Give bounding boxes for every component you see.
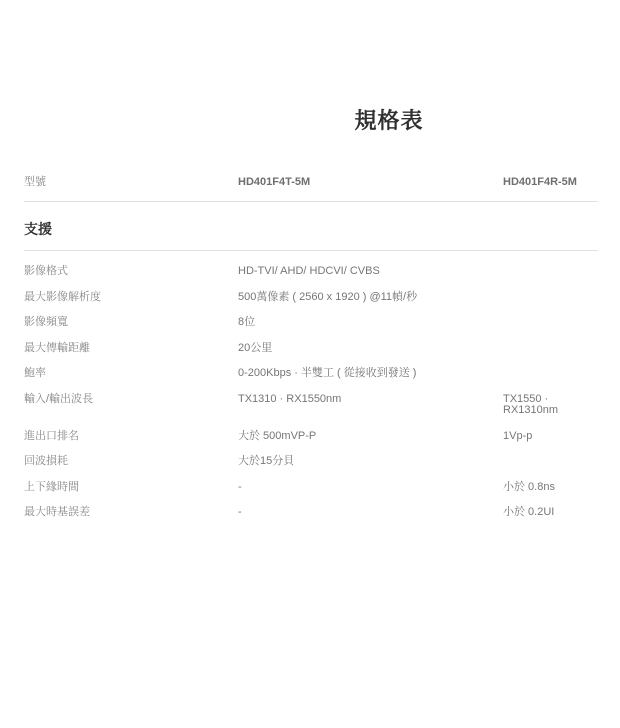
table-row — [24, 310, 598, 336]
row-value-transmitter: 500萬像素 ( 2560 x 1920 ) @11幀/秒 — [238, 290, 418, 303]
row-value-receiver: 小於 0.8ns — [503, 480, 555, 493]
row-value-transmitter: 大於15分貝 — [238, 455, 295, 467]
row-value-transmitter: 0-200Kbps · 半雙工 ( 從接收到發送 ) — [238, 367, 417, 379]
row-label: 輸入/輸出波長 — [24, 392, 94, 405]
table-row — [24, 475, 598, 501]
table-row — [24, 424, 598, 450]
row-label: 影像頻寬 — [24, 316, 68, 328]
row-label: 最大傳輸距離 — [24, 341, 90, 354]
spec-rows — [24, 251, 598, 526]
row-label: 影像格式 — [24, 265, 68, 277]
table-row — [24, 361, 598, 387]
row-label: 鮑率 — [24, 367, 46, 379]
row-value-transmitter: TX1310 · RX1550nm — [238, 392, 342, 405]
table-row — [24, 285, 598, 311]
row-value-receiver: 小於 0.2UI — [503, 506, 555, 518]
model-number-receiver: HD401F4R-5M — [503, 176, 577, 188]
table-row — [24, 336, 598, 362]
page-title: 規格表 — [354, 108, 424, 133]
row-value-transmitter: - — [238, 480, 242, 493]
row-value-transmitter: 8位 — [238, 316, 256, 328]
row-label: 最大影像解析度 — [24, 290, 101, 303]
model-number-transmitter: HD401F4T-5M — [238, 176, 311, 188]
row-label: 最大時基誤差 — [24, 506, 90, 518]
table-row — [24, 500, 598, 526]
row-value-receiver: 1Vp-p — [503, 429, 533, 442]
row-value-transmitter: 大於 500mVP-P — [238, 429, 317, 442]
row-value-transmitter: 20公里 — [238, 341, 273, 354]
model-row — [24, 176, 598, 201]
row-label: 上下緣時間 — [24, 480, 79, 493]
spec-sheet-page — [0, 108, 620, 526]
section-title-support: 支援 — [24, 221, 52, 237]
spec-table — [24, 176, 598, 526]
model-row-label: 型號 — [24, 176, 46, 188]
table-row — [24, 259, 598, 285]
row-label: 進出口排名 — [24, 429, 79, 442]
row-value-transmitter: - — [238, 506, 242, 518]
table-row — [24, 387, 598, 424]
row-label: 回波損耗 — [24, 455, 68, 467]
row-value-transmitter: HD-TVI/ AHD/ HDCVI/ CVBS — [238, 265, 380, 277]
table-row — [24, 449, 598, 475]
row-value-receiver: TX1550 · RX1310nm — [503, 392, 559, 416]
